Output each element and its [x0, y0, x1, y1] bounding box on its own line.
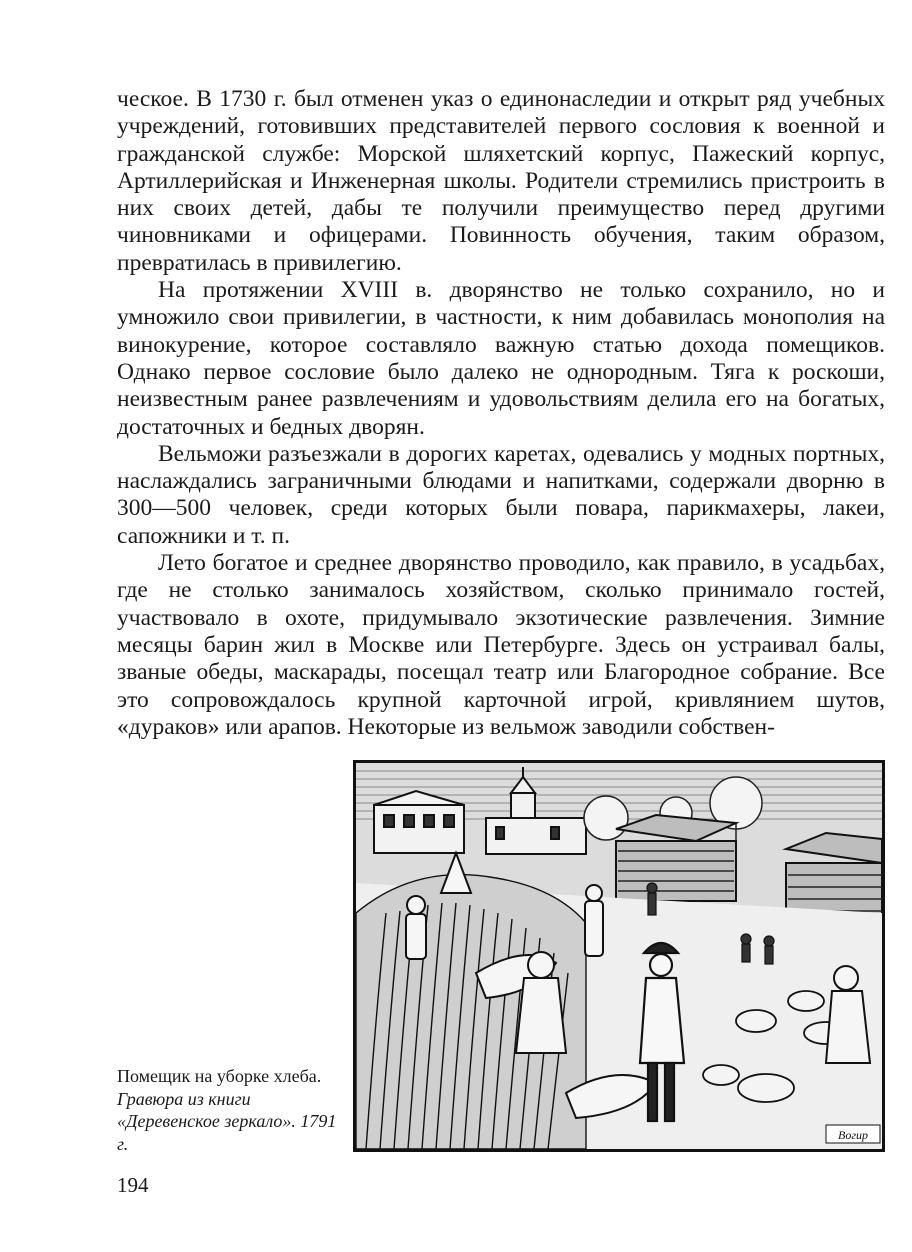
caption-title: Помещик на уборке хлеба.	[117, 1066, 322, 1086]
engraving-image	[356, 763, 882, 1149]
paragraph-3: Вельможи разъезжали в дорогих каретах, одевались у модных портных, наслаждались заграничными блюдами и напитками, содержали дворню в 300—500 человек, среди которых были повара, парикмахеры, лакеи, сапожники и т. п.	[117, 440, 885, 549]
caption-source: Гравюра из книги «Деревенское зеркало». 1791 г.	[117, 1088, 337, 1154]
paragraph-2: На протяжении XVIII в. дворянство не только сохранило, но и умножило свои привилегии, в частности, к ним добавилась монополия на винокурение, которое составляло важную статью дохода помещиков. Однако первое сословие было далеко не однородным. Тяга к роскоши, неизвестным ранее развлечениям и удовольствиям делила его на богатых, достаточных и бедных дворян.	[117, 277, 885, 440]
paragraph-4: Лето богатое и среднее дворянство проводило, как правило, в усадьбах, где не столько занималось хозяйством, сколько принимало гостей, участвовало в охоте, придумывало экзотические развлечения. Зимние месяцы барин жил в Москве или Петербурге. Здесь он устраивал балы, званые обеды, маскарады, посещал театр или Благородное собрание. Все это сопровождалось крупной карточной игрой, кривлянием шутов, «дураков» или арапов. Некоторые из вельмож заводили собствен-	[117, 550, 885, 740]
manor-house	[374, 791, 464, 853]
page-number: 194	[117, 1173, 149, 1197]
body-text	[117, 86, 885, 741]
paragraph-1: ческое. В 1730 г. был отменен указ о единонаследии и открыт ряд учебных учреждений, готовивших представителей первого сословия к военной и гражданской службе: Морской шляхетский корпус, Пажеский корпус, Артиллерийская и Инженерная школы. Родители стремились пристроить в них своих детей, дабы те получили преимущество перед другими чиновниками и офицерами. Повинность обучения, таким образом, превратилась в привилегию.	[117, 86, 885, 276]
engraving-illustration	[353, 760, 885, 1152]
figure-caption	[117, 1065, 342, 1155]
engraving-signature: Вогир	[837, 1128, 869, 1142]
